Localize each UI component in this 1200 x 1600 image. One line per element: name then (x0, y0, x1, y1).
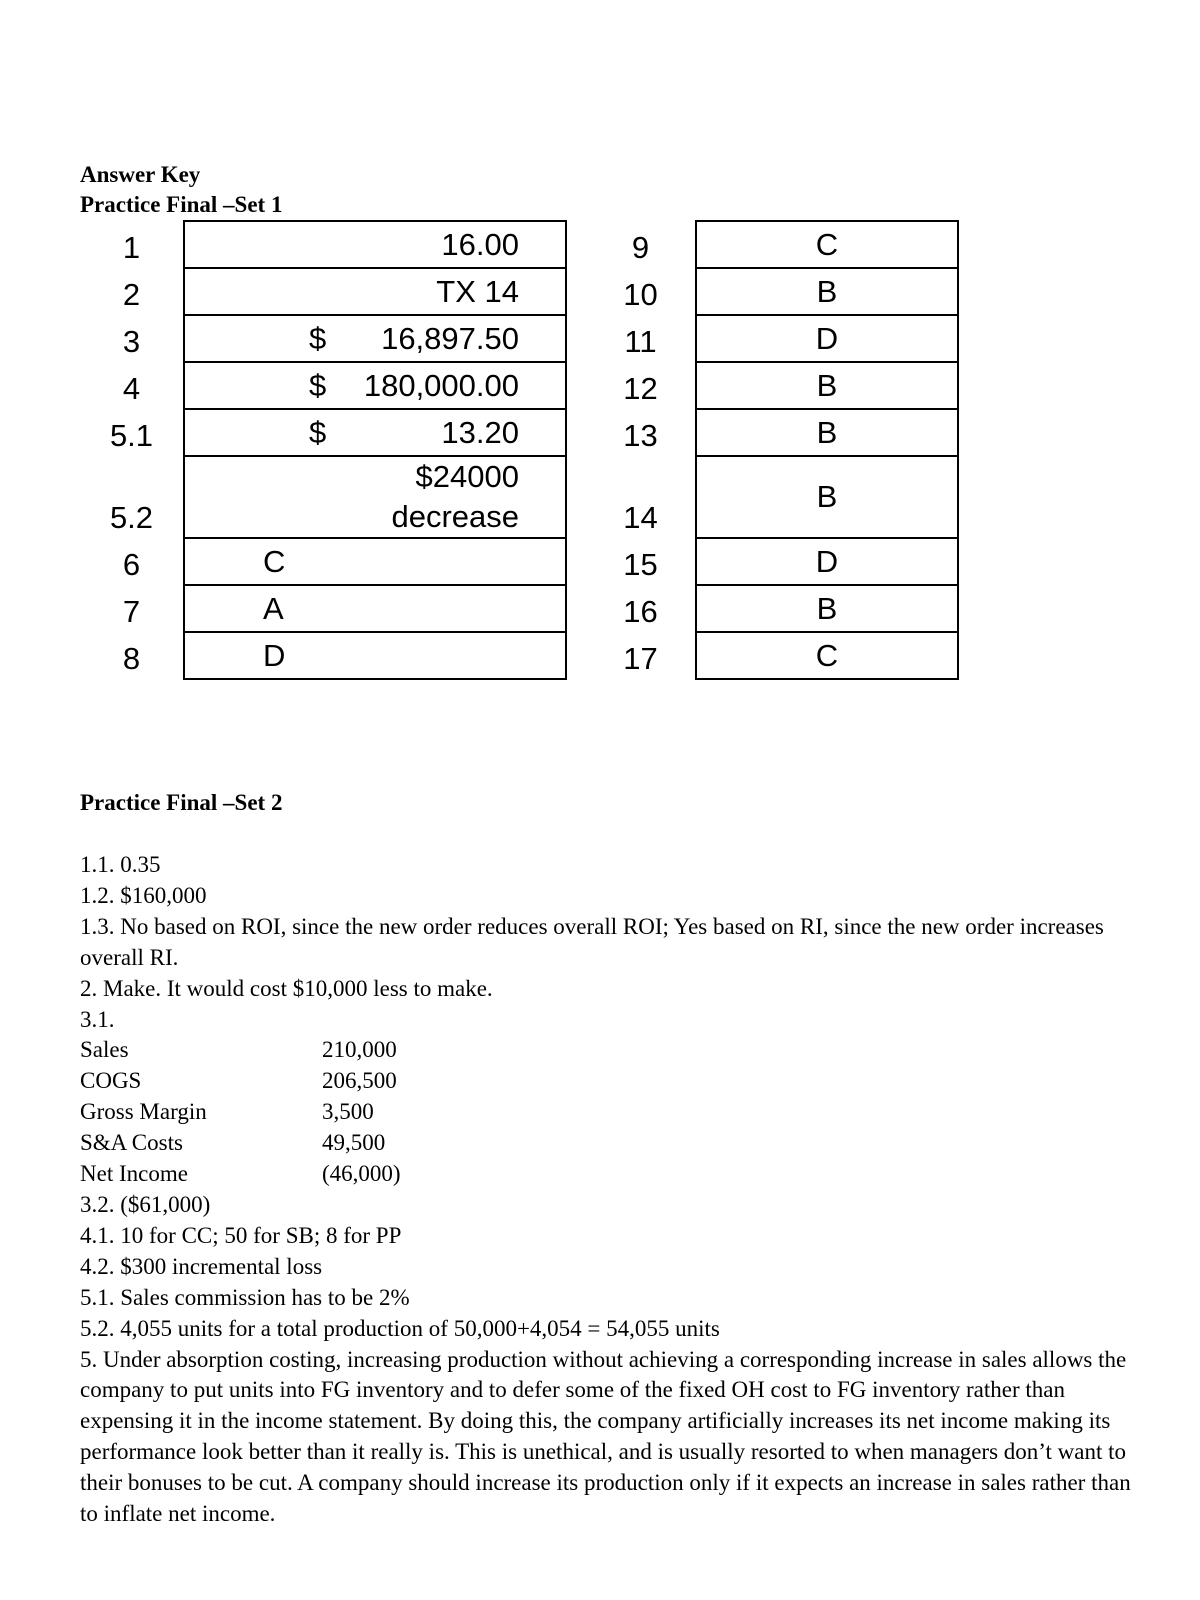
table-row (80, 585, 566, 632)
answer-cell: B (696, 362, 958, 409)
question-number: 1 (122, 230, 141, 265)
table-row (80, 315, 566, 362)
income-statement-row (80, 1097, 1140, 1128)
set2-title: Practice Final –Set 2 (80, 790, 283, 815)
answer-line: 1.2. $160,000 (80, 882, 207, 908)
table-row (586, 268, 958, 315)
income-statement (80, 1035, 1140, 1190)
question-number: 11 (624, 324, 657, 359)
income-statement-value: 206,500 (322, 1068, 397, 1094)
answer-cell (184, 409, 566, 456)
question-number: 17 (623, 641, 658, 676)
answer-line: 4.1. 10 for CC; 50 for SB; 8 for PP (80, 1222, 402, 1248)
answer-line: 5.1. Sales commission has to be 2% (80, 1284, 410, 1310)
question-number: 16 (623, 594, 658, 629)
answer-cell (184, 362, 566, 409)
answer-cell (184, 315, 566, 362)
question-number: 6 (122, 547, 141, 582)
table-row (586, 409, 958, 456)
answer-line: 4.2. $300 incremental loss (80, 1253, 323, 1279)
answer-key-title: Answer Key (80, 162, 201, 187)
currency-symbol: $ (309, 414, 327, 450)
answer-line: 3.2. ($61,000) (80, 1191, 211, 1217)
table-row (80, 221, 566, 268)
income-statement-row (80, 1159, 1140, 1190)
answer-line: 3.1. (80, 1006, 115, 1032)
answer-cell: B (696, 268, 958, 315)
question-number: 9 (631, 230, 650, 265)
set2-answers (80, 850, 1140, 1530)
set1-title: Practice Final –Set 1 (80, 192, 283, 217)
table-row (586, 538, 958, 585)
answer-cell: D (184, 632, 566, 679)
income-statement-row (80, 1128, 1140, 1159)
income-statement-label: S&A Costs (80, 1130, 183, 1156)
answer-paragraph: 5. Under absorption costing, increasing production without achieving a corresponding increase in sales allows the company to put units into FG inventory and to defer some of the fixed OH cost to FG inventory rather than expensing it in the income statement. By doing this, the company artificially increases its net income making its performance look better than it really is. This is unethical, and is usually resorted to when managers don’t want to their bonuses to be cut. A company should increase its production only if it expects an increase in sales rather than to inflate net income. (80, 1346, 1131, 1527)
table-row (586, 456, 958, 538)
answer-cell: D (696, 538, 958, 585)
answer-cell: D (696, 315, 958, 362)
table-row (80, 538, 566, 585)
question-number: 14 (623, 500, 658, 535)
question-number: 13 (623, 418, 658, 453)
question-number: 12 (623, 371, 658, 406)
table-row (80, 268, 566, 315)
set1-left-table (80, 220, 567, 680)
question-number: 3 (122, 324, 141, 359)
question-number: 7 (122, 594, 141, 629)
amount-value: 16,897.50 (381, 320, 519, 356)
question-number: 10 (623, 277, 658, 312)
answer-cell: 16.00 (184, 221, 566, 268)
question-number: 2 (122, 277, 141, 312)
answer-line: 5.2. 4,055 units for a total production of 50,000+4,054 = 54,055 units (80, 1315, 720, 1341)
income-statement-row (80, 1066, 1140, 1097)
table-row (80, 632, 566, 679)
answer-cell: A (184, 585, 566, 632)
income-statement-row (80, 1035, 1140, 1066)
income-statement-label: COGS (80, 1068, 142, 1094)
answer-cell: C (184, 538, 566, 585)
answer-line-1: $24000 (415, 459, 519, 494)
answer-cell: B (696, 409, 958, 456)
table-row (80, 456, 566, 538)
table-row (586, 221, 958, 268)
question-number: 5.1 (109, 418, 154, 453)
income-statement-label: Net Income (80, 1161, 188, 1187)
answer-cell: TX 14 (184, 268, 566, 315)
table-row (586, 585, 958, 632)
income-statement-value: (46,000) (322, 1161, 401, 1187)
income-statement-value: 49,500 (322, 1130, 386, 1156)
question-number: 15 (623, 547, 658, 582)
answer-line: 1.1. 0.35 (80, 852, 161, 877)
answer-cell: C (696, 632, 958, 679)
table-row (80, 362, 566, 409)
income-statement-value: 210,000 (322, 1037, 397, 1063)
income-statement-value: 3,500 (322, 1099, 374, 1125)
answer-line: 1.3. No based on ROI, since the new order reduces overall ROI; Yes based on RI, since the new order increases overall RI. (80, 913, 1104, 970)
amount-value: 13.20 (441, 414, 519, 450)
table-row (586, 632, 958, 679)
answer-line-2: decrease (391, 499, 519, 534)
answer-cell: B (696, 456, 958, 538)
answer-cell: B (696, 585, 958, 632)
table-row (586, 362, 958, 409)
amount-value: 180,000.00 (363, 367, 519, 403)
question-number: 8 (122, 641, 141, 676)
answer-line: 2. Make. It would cost $10,000 less to make. (80, 975, 493, 1001)
currency-symbol: $ (309, 367, 327, 403)
table-row (586, 315, 958, 362)
income-statement-label: Sales (80, 1037, 129, 1063)
answer-cell (184, 456, 566, 538)
question-number: 5.2 (109, 500, 154, 535)
set1-right-table (586, 220, 959, 680)
currency-symbol: $ (309, 320, 327, 356)
question-number: 4 (122, 371, 141, 406)
table-row (80, 409, 566, 456)
answer-cell: C (696, 221, 958, 268)
income-statement-label: Gross Margin (80, 1099, 207, 1125)
